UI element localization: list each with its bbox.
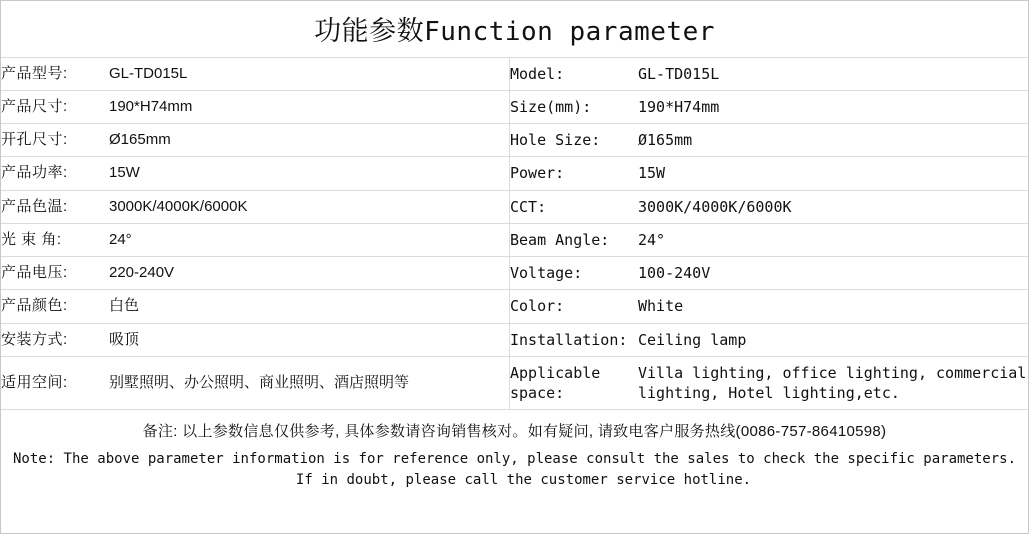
row-cn-value: 24° [109, 223, 510, 256]
row-en-value: 15W [638, 157, 1028, 190]
row-en-label: Size(mm): [510, 90, 639, 123]
row-en-value: Villa lighting, office lighting, commercial lighting, Hotel lighting,etc. [638, 356, 1028, 410]
table-row [1, 257, 1028, 290]
row-cn-label: 适用空间: [1, 356, 109, 410]
row-cn-value: 别墅照明、办公照明、商业照明、酒店照明等 [109, 356, 510, 410]
page-title [1, 1, 1028, 57]
row-en-label: CCT: [510, 190, 639, 223]
table-row [1, 323, 1028, 356]
table-row [1, 124, 1028, 157]
row-en-label: Color: [510, 290, 639, 323]
row-cn-label: 产品色温: [1, 190, 109, 223]
row-en-label: Installation: [510, 323, 639, 356]
row-en-label: Power: [510, 157, 639, 190]
row-cn-label: 产品尺寸: [1, 90, 109, 123]
table-row [1, 190, 1028, 223]
row-en-label: Beam Angle: [510, 223, 639, 256]
row-cn-value: 吸顶 [109, 323, 510, 356]
row-cn-label: 产品电压: [1, 257, 109, 290]
page-title-en: Function parameter [424, 17, 715, 47]
row-en-value: GL-TD015L [638, 57, 1028, 90]
row-en-label: Model: [510, 57, 639, 90]
row-cn-label: 产品型号: [1, 57, 109, 90]
row-en-value: Ceiling lamp [638, 323, 1028, 356]
row-cn-label: 产品颜色: [1, 290, 109, 323]
row-en-value: 190*H74mm [638, 90, 1028, 123]
spec-table [1, 57, 1028, 411]
table-row [1, 223, 1028, 256]
row-en-value: 100-240V [638, 257, 1028, 290]
table-row [1, 157, 1028, 190]
page-title-cn: 功能参数 [314, 16, 425, 46]
row-cn-value: Ø165mm [109, 124, 510, 157]
row-cn-label: 开孔尺寸: [1, 124, 109, 157]
row-cn-label: 光 束 角: [1, 223, 109, 256]
spec-table-body [1, 57, 1028, 410]
row-cn-value: 190*H74mm [109, 90, 510, 123]
row-cn-value: 15W [109, 157, 510, 190]
row-cn-value: 白色 [109, 290, 510, 323]
row-en-label: Voltage: [510, 257, 639, 290]
row-cn-value: 3000K/4000K/6000K [109, 190, 510, 223]
row-en-value: 24° [638, 223, 1028, 256]
row-cn-label: 产品功率: [1, 157, 109, 190]
row-cn-value: GL-TD015L [109, 57, 510, 90]
table-row [1, 90, 1028, 123]
table-row [1, 290, 1028, 323]
row-en-value: Ø165mm [638, 124, 1028, 157]
note-english-line1: Note: The above parameter information is for reference only, please consult the sales to check the specific parameters. [12, 451, 1017, 468]
note-english-line2: If in doubt, please call the customer service hotline. [295, 471, 752, 488]
row-en-value: 3000K/4000K/6000K [638, 190, 1028, 223]
note-chinese: 备注: 以上参数信息仅供参考, 具体参数请咨询销售核对。如有疑问, 请致电客户服务热线(0086-757-86410598) [142, 423, 887, 441]
table-row [1, 57, 1028, 90]
row-en-label: Hole Size: [510, 124, 639, 157]
row-cn-value: 220-240V [109, 257, 510, 290]
table-row [1, 356, 1028, 410]
note-english [11, 449, 1018, 490]
row-cn-label: 安装方式: [1, 323, 109, 356]
notes-block [1, 410, 1028, 490]
row-en-value: White [638, 290, 1028, 323]
row-en-label: Applicable space: [510, 356, 639, 410]
